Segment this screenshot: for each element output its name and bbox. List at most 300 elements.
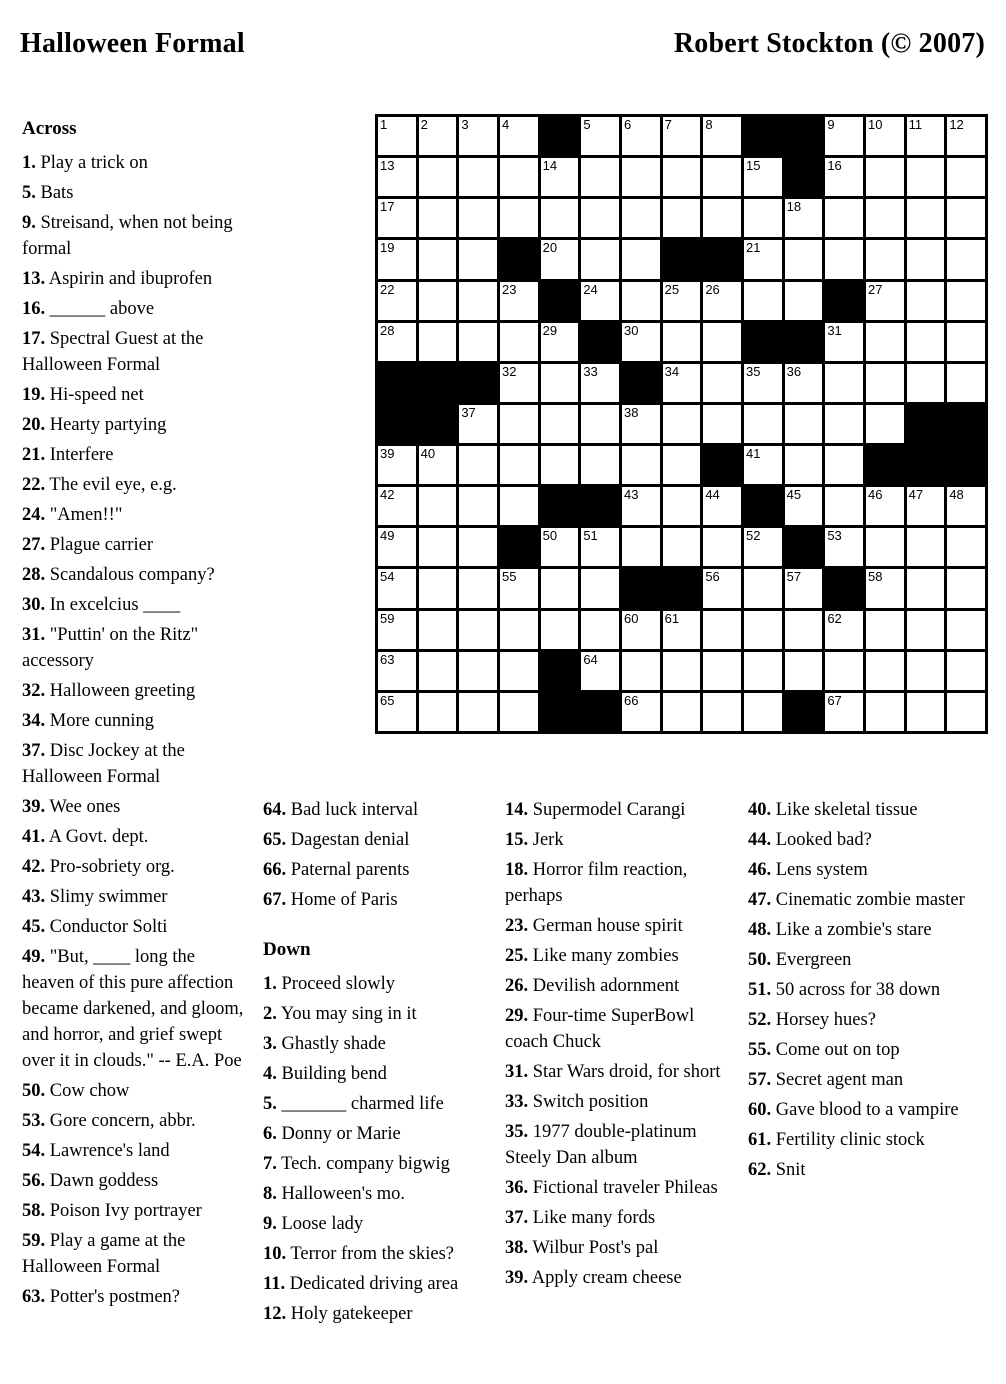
- clue-across-66: 66. Paternal parents: [263, 860, 410, 880]
- grid-block: [947, 446, 985, 484]
- grid-cell[interactable]: [459, 158, 497, 196]
- grid-block: [744, 487, 782, 525]
- grid-cell[interactable]: [459, 199, 497, 237]
- cell-number: 28: [380, 322, 395, 338]
- grid-cell[interactable]: [541, 569, 579, 607]
- cell-number: 57: [786, 569, 802, 585]
- grid-cell[interactable]: [907, 693, 945, 731]
- grid-cell[interactable]: [581, 364, 619, 402]
- page-title: Halloween Formal: [20, 28, 245, 59]
- grid-block: [825, 282, 863, 320]
- grid-cell[interactable]: [947, 158, 985, 196]
- across-clues-col1: [22, 150, 244, 1310]
- cell-number: 13: [380, 158, 395, 174]
- grid-cell[interactable]: [622, 693, 660, 731]
- clue-down-3: 3. Ghastly shade: [263, 1034, 386, 1054]
- cell-number: 39: [380, 446, 395, 462]
- grid-cell[interactable]: [825, 693, 863, 731]
- across-heading: Across: [22, 118, 77, 139]
- grid-block: [459, 364, 497, 402]
- grid-cell[interactable]: [825, 405, 863, 443]
- grid-cell[interactable]: [866, 282, 904, 320]
- clue-across-5: 5. Bats: [22, 183, 74, 203]
- clue-down-37: 37. Like many fords: [505, 1208, 656, 1228]
- grid-cell[interactable]: [744, 364, 782, 402]
- grid-cell[interactable]: [744, 528, 782, 566]
- grid-cell[interactable]: [663, 323, 701, 361]
- grid-cell[interactable]: [947, 282, 985, 320]
- grid-cell[interactable]: [866, 487, 904, 525]
- grid-cell[interactable]: [419, 487, 457, 525]
- grid-cell[interactable]: [541, 611, 579, 649]
- grid-block: [622, 364, 660, 402]
- clue-column-2: [263, 797, 498, 1331]
- cell-number: 10: [868, 117, 883, 132]
- page-author: Robert Stockton (© 2007): [673, 28, 985, 59]
- grid-cell[interactable]: [703, 611, 741, 649]
- grid-cell[interactable]: [663, 652, 701, 690]
- cell-number: 2: [420, 117, 428, 132]
- grid-cell[interactable]: [866, 199, 904, 237]
- grid-cell[interactable]: [378, 199, 416, 237]
- grid-cell[interactable]: [785, 405, 823, 443]
- grid-cell[interactable]: [378, 528, 416, 566]
- grid-cell[interactable]: [500, 323, 538, 361]
- grid-cell[interactable]: [907, 364, 945, 402]
- grid-cell[interactable]: [825, 240, 863, 278]
- grid-cell[interactable]: [907, 282, 945, 320]
- grid-cell[interactable]: [419, 611, 457, 649]
- grid-cell[interactable]: [663, 693, 701, 731]
- grid-cell[interactable]: [703, 117, 741, 155]
- grid-cell[interactable]: [541, 240, 579, 278]
- grid-cell[interactable]: [622, 240, 660, 278]
- grid-block: [541, 487, 579, 525]
- grid-cell[interactable]: [459, 652, 497, 690]
- grid-cell[interactable]: [947, 528, 985, 566]
- grid-cell[interactable]: [459, 446, 497, 484]
- grid-cell[interactable]: [947, 240, 985, 278]
- grid-cell[interactable]: [419, 282, 457, 320]
- cell-number: 17: [380, 199, 395, 215]
- clue-down-33: 33. Switch position: [505, 1092, 649, 1112]
- cell-number: 25: [664, 281, 680, 297]
- grid-cell[interactable]: [419, 158, 457, 196]
- grid-cell[interactable]: [459, 405, 497, 443]
- grid-cell[interactable]: [744, 240, 782, 278]
- cell-number: 43: [624, 487, 639, 503]
- grid-cell[interactable]: [907, 528, 945, 566]
- grid-cell[interactable]: [663, 117, 701, 155]
- grid-cell[interactable]: [541, 528, 579, 566]
- cell-number: 30: [624, 322, 639, 338]
- cell-number: 19: [380, 240, 395, 256]
- grid-cell[interactable]: [947, 364, 985, 402]
- cell-number: 14: [542, 158, 558, 174]
- grid-cell[interactable]: [581, 405, 619, 443]
- grid-cell[interactable]: [703, 158, 741, 196]
- grid-cell[interactable]: [785, 611, 823, 649]
- grid-cell[interactable]: [419, 117, 457, 155]
- grid-block: [866, 446, 904, 484]
- grid-cell[interactable]: [500, 569, 538, 607]
- cell-number: 3: [461, 117, 469, 132]
- grid-cell[interactable]: [663, 528, 701, 566]
- grid-cell[interactable]: [459, 487, 497, 525]
- clue-across-39: 39. Wee ones: [22, 797, 121, 817]
- grid-cell[interactable]: [785, 652, 823, 690]
- grid-cell[interactable]: [581, 240, 619, 278]
- clue-across-20: 20. Hearty partying: [22, 415, 167, 435]
- grid-cell[interactable]: [419, 569, 457, 607]
- cell-number: 21: [746, 240, 761, 256]
- grid-block: [419, 364, 457, 402]
- clue-down-57: 57. Secret agent man: [748, 1070, 904, 1090]
- grid-block: [785, 323, 823, 361]
- cell-number: 37: [461, 404, 476, 420]
- grid-cell[interactable]: [744, 611, 782, 649]
- grid-cell[interactable]: [703, 693, 741, 731]
- grid-cell[interactable]: [907, 652, 945, 690]
- grid-cell[interactable]: [500, 405, 538, 443]
- cell-number: 27: [868, 281, 883, 297]
- grid-cell[interactable]: [785, 364, 823, 402]
- cell-number: 5: [583, 117, 591, 132]
- grid-cell[interactable]: [500, 446, 538, 484]
- grid-cell[interactable]: [541, 323, 579, 361]
- grid-cell[interactable]: [622, 117, 660, 155]
- grid-block: [947, 405, 985, 443]
- grid-cell[interactable]: [541, 405, 579, 443]
- grid-cell[interactable]: [622, 487, 660, 525]
- grid-cell[interactable]: [744, 693, 782, 731]
- grid-cell[interactable]: [541, 158, 579, 196]
- grid-cell[interactable]: [866, 652, 904, 690]
- grid-cell[interactable]: [907, 569, 945, 607]
- grid-cell[interactable]: [541, 446, 579, 484]
- grid-cell[interactable]: [866, 240, 904, 278]
- grid-cell[interactable]: [500, 693, 538, 731]
- grid-block: [785, 693, 823, 731]
- grid-cell[interactable]: [459, 282, 497, 320]
- grid-cell[interactable]: [500, 117, 538, 155]
- grid-cell[interactable]: [663, 487, 701, 525]
- grid-cell[interactable]: [825, 446, 863, 484]
- grid-cell[interactable]: [378, 446, 416, 484]
- grid-cell[interactable]: [500, 282, 538, 320]
- grid-block: [541, 693, 579, 731]
- grid-cell[interactable]: [825, 487, 863, 525]
- grid-cell[interactable]: [866, 528, 904, 566]
- grid-cell[interactable]: [744, 282, 782, 320]
- grid-block: [703, 240, 741, 278]
- clue-down-51: 51. 50 across for 38 down: [748, 980, 941, 1000]
- grid-cell[interactable]: [459, 240, 497, 278]
- grid-cell[interactable]: [866, 323, 904, 361]
- clue-across-50: 50. Cow chow: [22, 1081, 130, 1101]
- clue-across-53: 53. Gore concern, abbr.: [22, 1111, 196, 1131]
- cell-number: 64: [583, 651, 598, 667]
- grid-cell[interactable]: [866, 158, 904, 196]
- grid-cell[interactable]: [785, 487, 823, 525]
- grid-cell[interactable]: [663, 282, 701, 320]
- grid-cell[interactable]: [663, 364, 701, 402]
- grid-cell[interactable]: [866, 611, 904, 649]
- clue-across-34: 34. More cunning: [22, 711, 155, 731]
- clue-down-60: 60. Gave blood to a vampire: [748, 1100, 959, 1120]
- grid-block: [907, 446, 945, 484]
- grid-cell[interactable]: [500, 158, 538, 196]
- clue-down-11: 11. Dedicated driving area: [263, 1274, 459, 1294]
- cell-number: 16: [827, 158, 842, 174]
- grid-cell[interactable]: [866, 405, 904, 443]
- grid-cell[interactable]: [703, 528, 741, 566]
- cell-number: 59: [380, 610, 395, 626]
- cell-number: 50: [542, 528, 558, 544]
- grid-cell[interactable]: [703, 282, 741, 320]
- cell-number: 4: [502, 117, 510, 132]
- grid-cell[interactable]: [581, 652, 619, 690]
- grid-cell[interactable]: [663, 199, 701, 237]
- grid-block: [419, 405, 457, 443]
- grid-cell[interactable]: [825, 323, 863, 361]
- grid-cell[interactable]: [622, 158, 660, 196]
- cell-number: 42: [380, 487, 395, 503]
- grid-cell[interactable]: [581, 611, 619, 649]
- grid-cell[interactable]: [703, 405, 741, 443]
- grid-cell[interactable]: [744, 199, 782, 237]
- clue-across-56: 56. Dawn goddess: [22, 1171, 159, 1191]
- grid-cell[interactable]: [419, 323, 457, 361]
- grid-cell[interactable]: [378, 611, 416, 649]
- grid-block: [500, 240, 538, 278]
- grid-cell[interactable]: [825, 199, 863, 237]
- grid-cell[interactable]: [947, 199, 985, 237]
- grid-cell[interactable]: [581, 117, 619, 155]
- grid-cell[interactable]: [825, 117, 863, 155]
- grid-cell[interactable]: [500, 199, 538, 237]
- down-clues-col3: [505, 797, 730, 1291]
- grid-cell[interactable]: [703, 199, 741, 237]
- cell-number: 48: [949, 487, 964, 503]
- grid-cell[interactable]: [378, 158, 416, 196]
- grid-block: [541, 652, 579, 690]
- grid-cell[interactable]: [459, 611, 497, 649]
- grid-cell[interactable]: [500, 652, 538, 690]
- grid-cell[interactable]: [581, 199, 619, 237]
- grid-cell[interactable]: [622, 323, 660, 361]
- grid-cell[interactable]: [785, 199, 823, 237]
- cell-number: 15: [746, 158, 761, 174]
- grid-cell[interactable]: [785, 446, 823, 484]
- cell-number: 12: [949, 117, 964, 132]
- cell-number: 9: [827, 117, 835, 132]
- grid-cell[interactable]: [907, 323, 945, 361]
- cell-number: 35: [746, 363, 761, 379]
- grid-cell[interactable]: [703, 569, 741, 607]
- grid-cell[interactable]: [907, 158, 945, 196]
- grid-cell[interactable]: [947, 569, 985, 607]
- cell-number: 65: [380, 692, 395, 708]
- grid-cell[interactable]: [622, 528, 660, 566]
- grid-block: [663, 240, 701, 278]
- grid-cell[interactable]: [500, 611, 538, 649]
- grid-cell[interactable]: [581, 158, 619, 196]
- grid-block: [785, 528, 823, 566]
- clue-down-29: 29. Four-time SuperBowl coach Chuck: [505, 1006, 695, 1052]
- clue-down-47: 47. Cinematic zombie master: [748, 890, 965, 910]
- clue-column-3: [505, 797, 730, 1295]
- grid-cell[interactable]: [866, 569, 904, 607]
- grid-cell[interactable]: [622, 611, 660, 649]
- clue-column-4: [748, 797, 966, 1187]
- grid-cell[interactable]: [459, 323, 497, 361]
- grid-block: [703, 446, 741, 484]
- cell-number: 67: [827, 692, 842, 708]
- clue-across-42: 42. Pro-sobriety org.: [22, 857, 175, 877]
- grid-cell[interactable]: [907, 487, 945, 525]
- grid-cell[interactable]: [825, 528, 863, 566]
- grid-cell[interactable]: [825, 364, 863, 402]
- cell-number: 55: [502, 569, 517, 585]
- clue-down-44: 44. Looked bad?: [748, 830, 872, 850]
- clue-down-25: 25. Like many zombies: [505, 946, 679, 966]
- grid-cell[interactable]: [947, 693, 985, 731]
- clue-column-1: [22, 116, 244, 1314]
- clue-across-17: 17. Spectral Guest at the Halloween Formal: [22, 329, 204, 375]
- grid-cell[interactable]: [703, 364, 741, 402]
- grid-cell[interactable]: [907, 240, 945, 278]
- clue-across-27: 27. Plague carrier: [22, 535, 153, 555]
- grid-cell[interactable]: [907, 611, 945, 649]
- grid-cell[interactable]: [785, 240, 823, 278]
- grid-cell[interactable]: [378, 282, 416, 320]
- grid-cell[interactable]: [419, 446, 457, 484]
- grid-cell[interactable]: [378, 323, 416, 361]
- grid-cell[interactable]: [703, 652, 741, 690]
- grid-cell[interactable]: [378, 240, 416, 278]
- grid-cell[interactable]: [907, 199, 945, 237]
- grid-cell[interactable]: [378, 117, 416, 155]
- grid-cell[interactable]: [866, 117, 904, 155]
- grid-cell[interactable]: [744, 405, 782, 443]
- grid-cell[interactable]: [825, 652, 863, 690]
- grid-cell[interactable]: [785, 282, 823, 320]
- cell-number: 18: [786, 199, 802, 215]
- clue-across-58: 58. Poison Ivy portrayer: [22, 1201, 202, 1221]
- cell-number: 22: [380, 281, 395, 297]
- grid-cell[interactable]: [622, 446, 660, 484]
- cell-number: 62: [827, 610, 842, 626]
- grid-cell[interactable]: [947, 323, 985, 361]
- grid-cell[interactable]: [419, 693, 457, 731]
- grid-cell[interactable]: [622, 405, 660, 443]
- clue-down-36: 36. Fictional traveler Phileas: [505, 1178, 718, 1198]
- grid-cell[interactable]: [500, 487, 538, 525]
- grid-cell[interactable]: [378, 652, 416, 690]
- grid-cell[interactable]: [419, 199, 457, 237]
- grid-cell[interactable]: [419, 528, 457, 566]
- clue-across-54: 54. Lawrence's land: [22, 1141, 170, 1161]
- grid-cell[interactable]: [459, 117, 497, 155]
- clue-down-61: 61. Fertility clinic stock: [748, 1130, 925, 1150]
- cell-number: 52: [746, 528, 761, 544]
- clue-across-37: 37. Disc Jockey at the Halloween Formal: [22, 741, 185, 787]
- grid-cell[interactable]: [581, 528, 619, 566]
- grid-cell[interactable]: [663, 611, 701, 649]
- grid-cell[interactable]: [825, 158, 863, 196]
- grid-cell[interactable]: [866, 364, 904, 402]
- grid-block: [541, 282, 579, 320]
- grid-cell[interactable]: [622, 282, 660, 320]
- grid-cell[interactable]: [947, 652, 985, 690]
- grid-cell[interactable]: [581, 569, 619, 607]
- grid-cell[interactable]: [703, 323, 741, 361]
- grid-cell[interactable]: [378, 569, 416, 607]
- clue-across-32: 32. Halloween greeting: [22, 681, 196, 701]
- grid-cell[interactable]: [744, 446, 782, 484]
- grid-cell[interactable]: [622, 652, 660, 690]
- grid-cell[interactable]: [947, 611, 985, 649]
- grid-block: [744, 323, 782, 361]
- cell-number: 61: [664, 610, 680, 626]
- grid-cell[interactable]: [703, 487, 741, 525]
- clue-down-48: 48. Like a zombie's stare: [748, 920, 932, 940]
- clue-across-49: 49. "But, ____ long the heaven of this pure affection became darkened, and gloom, and horror, and grief swept over it in clouds." -- E.A. Poe: [22, 947, 244, 1071]
- grid-cell[interactable]: [419, 652, 457, 690]
- grid-cell[interactable]: [663, 158, 701, 196]
- clue-across-19: 19. Hi-speed net: [22, 385, 144, 405]
- cell-number: 11: [908, 117, 923, 132]
- grid-cell[interactable]: [378, 487, 416, 525]
- grid-cell[interactable]: [459, 569, 497, 607]
- grid-cell[interactable]: [500, 364, 538, 402]
- grid-cell[interactable]: [663, 405, 701, 443]
- grid-cell[interactable]: [825, 611, 863, 649]
- grid-cell[interactable]: [459, 528, 497, 566]
- grid-cell[interactable]: [581, 282, 619, 320]
- cell-number: 29: [542, 322, 558, 338]
- grid-cell[interactable]: [907, 117, 945, 155]
- grid-cell[interactable]: [947, 487, 985, 525]
- grid-cell[interactable]: [744, 652, 782, 690]
- grid-cell[interactable]: [541, 199, 579, 237]
- grid-cell[interactable]: [744, 158, 782, 196]
- clue-across-65: 65. Dagestan denial: [263, 830, 410, 850]
- clue-across-43: 43. Slimy swimmer: [22, 887, 168, 907]
- grid-cell[interactable]: [785, 569, 823, 607]
- clue-down-5: 5. _______ charmed life: [263, 1094, 444, 1114]
- clue-across-41: 41. A Govt. dept.: [22, 827, 149, 847]
- grid-cell[interactable]: [663, 446, 701, 484]
- cell-number: 7: [664, 117, 672, 132]
- grid-cell[interactable]: [378, 693, 416, 731]
- grid-block: [663, 569, 701, 607]
- clue-down-7: 7. Tech. company bigwig: [263, 1154, 450, 1174]
- grid-cell[interactable]: [866, 693, 904, 731]
- grid-cell[interactable]: [947, 117, 985, 155]
- grid-cell[interactable]: [581, 446, 619, 484]
- clue-down-10: 10. Terror from the skies?: [263, 1244, 455, 1264]
- grid-cell[interactable]: [419, 240, 457, 278]
- grid-cell[interactable]: [744, 569, 782, 607]
- grid-cell[interactable]: [541, 364, 579, 402]
- grid-cell[interactable]: [459, 693, 497, 731]
- crossword-grid: [375, 114, 988, 734]
- clue-across-13: 13. Aspirin and ibuprofen: [22, 269, 213, 289]
- cell-number: 26: [705, 281, 720, 297]
- grid-cell[interactable]: [622, 199, 660, 237]
